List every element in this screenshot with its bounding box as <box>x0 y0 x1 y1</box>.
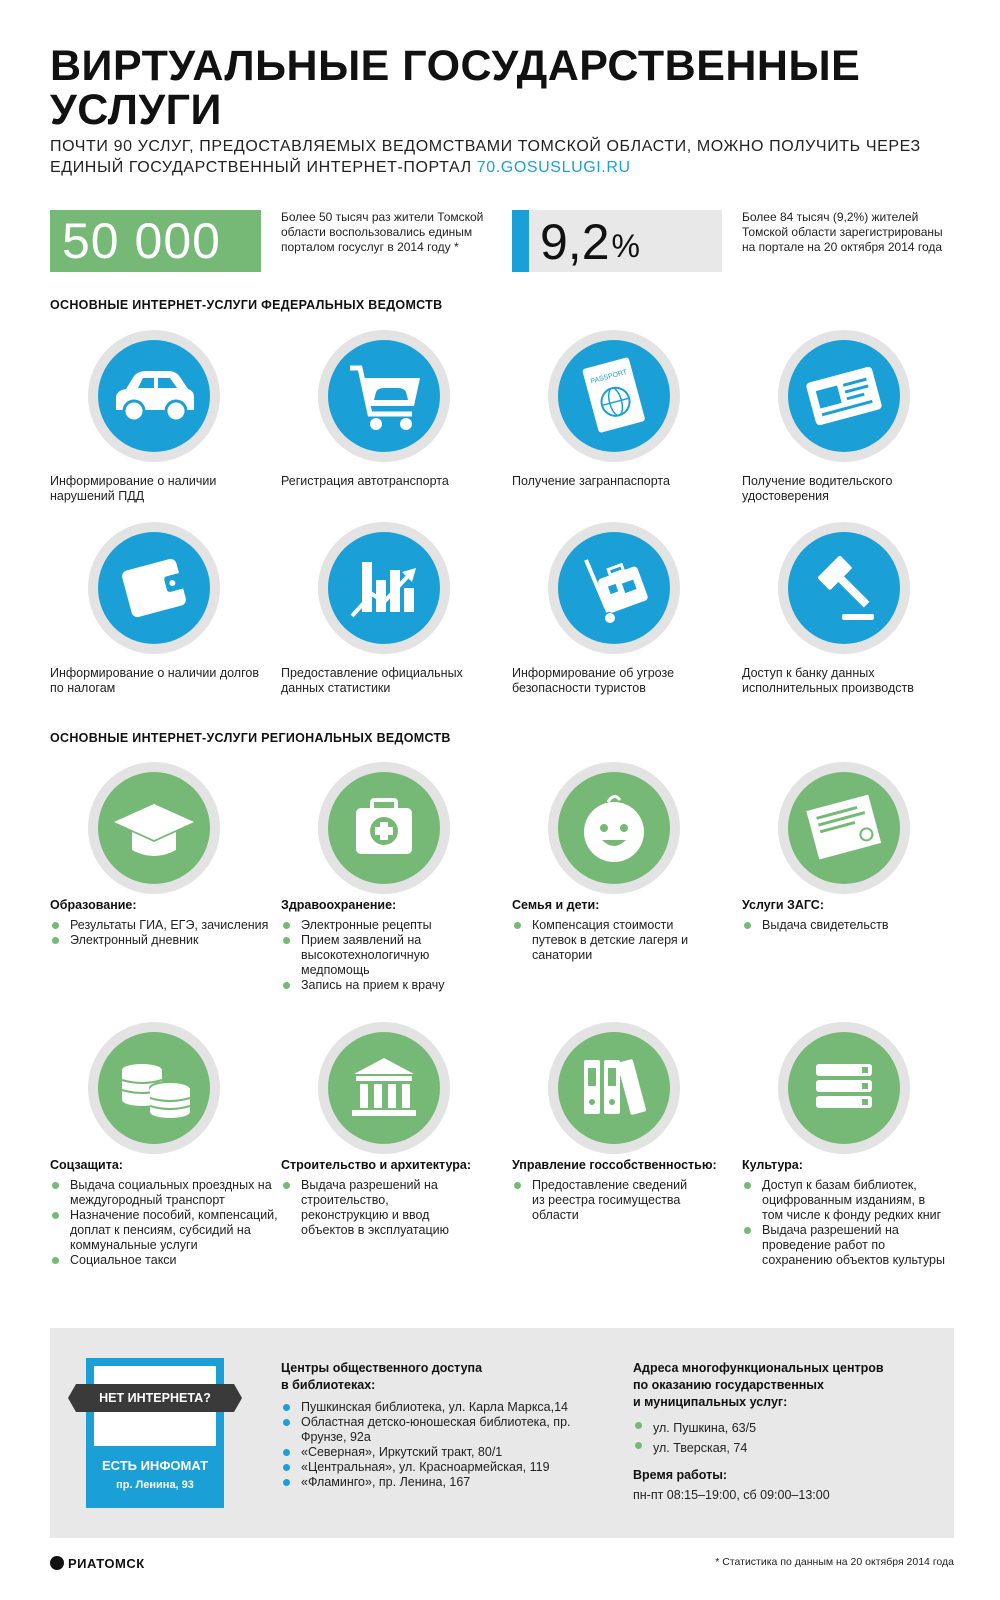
list-item: Доступ к базам библиотек, оцифрованным изданиям, в том числе к фонду редких книг <box>742 1178 947 1223</box>
subtitle-text: ПОЧТИ 90 УСЛУГ, ПРЕДОСТАВЛЯЕМЫХ ВЕДОМСТВАМИ ТОМСКОЙ ОБЛАСТИ, МОЖНО ПОЛУЧИТЬ ЧЕРЕЗ ЕДИНЫЙ ГОСУДАРСТВЕННЫЙ ИНТЕРНЕТ-ПОРТАЛ <box>50 138 921 176</box>
federal-caption-3: Получение загранпаспорта <box>512 474 670 488</box>
regional-list-4 <box>742 918 972 933</box>
regional-title-5: Соцзащита: <box>50 1158 123 1172</box>
libraries-list <box>281 1400 581 1490</box>
federal-caption-6: Предоставление официальных данных статистики <box>281 666 463 695</box>
regional-title-2: Здравоохранение: <box>281 898 397 912</box>
stat-uses-value: 50 000 <box>50 210 261 272</box>
list-item: Электронные рецепты <box>281 918 471 933</box>
mfc-heading-line-2: по оказанию государственных <box>633 1378 824 1392</box>
federal-caption-7: Информирование об угрозе безопасности туристов <box>512 666 675 695</box>
infomat-address: пр. Ленина, 93 <box>116 1479 194 1491</box>
circle-binders <box>548 1022 680 1154</box>
list-item: Выдача свидетельств <box>742 918 972 933</box>
stat-registered-value <box>540 214 640 270</box>
regional-list-2 <box>281 918 471 993</box>
footnote: * Статистика по данным на 20 октября 2014 года <box>715 1556 954 1568</box>
mfc-heading <box>633 1360 884 1411</box>
circle-baby <box>548 762 680 894</box>
stat-registered-number: 9,2 <box>540 214 610 270</box>
list-item: ул. Тверская, 74 <box>633 1438 933 1458</box>
federal-caption-1: Информирование о наличии нарушений ПДД <box>50 474 217 503</box>
regional-list-1 <box>50 918 280 948</box>
list-item: Выдача социальных проездных на междугородный транспорт <box>50 1178 280 1208</box>
federal-caption-2: Регистрация автотранспорта <box>281 474 449 488</box>
regional-title-1: Образование: <box>50 898 137 912</box>
wallet-icon <box>98 532 210 644</box>
regional-title-4: Услуги ЗАГС: <box>742 898 825 912</box>
list-item: Предоставление сведений из реестра госимущества области <box>512 1178 702 1223</box>
list-item: Запись на прием к врачу <box>281 978 471 993</box>
graduation-cap-icon <box>98 772 210 884</box>
federal-caption-5: Информирование о наличии долгов по налогам <box>50 666 259 695</box>
circle-certificate <box>778 762 910 894</box>
license-icon <box>788 340 900 452</box>
mfc-list <box>633 1418 933 1458</box>
list-item: Выдача разрешений на проведение работ по сохранению объектов культуры <box>742 1223 947 1268</box>
regional-list-7 <box>512 1178 702 1223</box>
chart-icon <box>328 532 440 644</box>
list-item: Областная детско-юношеская библиотека, пр. Фрунзе, 92а <box>281 1415 581 1445</box>
list-item: ул. Пушкина, 63/5 <box>633 1418 933 1438</box>
federal-caption-8: Доступ к банку данных исполнительных производств <box>742 666 914 695</box>
circle-gavel <box>778 522 910 654</box>
stat-accent-bar <box>512 210 529 272</box>
first-aid-kit-icon <box>328 772 440 884</box>
circle-building <box>318 1022 450 1154</box>
federal-caption-4: Получение водительского удостоверения <box>742 474 893 503</box>
infomat-badge <box>86 1358 224 1508</box>
hours-heading: Время работы: <box>633 1468 728 1482</box>
list-item: «Фламинго», пр. Ленина, 167 <box>281 1475 581 1490</box>
circle-graduation <box>88 762 220 894</box>
gavel-icon <box>788 532 900 644</box>
regional-list-3 <box>512 918 702 963</box>
circle-coins <box>88 1022 220 1154</box>
info-panel <box>50 1328 954 1538</box>
list-item: Результаты ГИА, ЕГЭ, зачисления <box>50 918 280 933</box>
infomat-label: ЕСТЬ ИНФОМАТ <box>101 1458 209 1473</box>
circle-chart <box>318 522 450 654</box>
circle-car <box>88 330 220 462</box>
circle-luggage <box>548 522 680 654</box>
logo-mark-icon <box>50 1556 64 1570</box>
cart-icon <box>328 340 440 452</box>
binders-icon <box>558 1032 670 1144</box>
stat-registered-box <box>512 210 722 272</box>
list-item: Выдача разрешений на строительство, реконструкцию и ввод объектов в эксплуатацию <box>281 1178 471 1238</box>
list-item: Прием заявлений на высокотехнологичную медпомощь <box>281 933 471 978</box>
libraries-heading-line-1: Центры общественного доступа <box>281 1361 483 1375</box>
portal-link[interactable]: 70.GOSUSLUGI.RU <box>476 159 631 176</box>
certificate-icon <box>788 772 900 884</box>
circle-license <box>778 330 910 462</box>
hours-text: пн-пт 08:15–19:00, сб 09:00–13:00 <box>633 1488 830 1502</box>
baby-face-icon <box>558 772 670 884</box>
page-title: ВИРТУАЛЬНЫЕ ГОСУДАРСТВЕННЫЕ УСЛУГИ <box>50 42 861 134</box>
regional-title-3: Семья и дети: <box>512 898 600 912</box>
regional-list-8 <box>742 1178 947 1268</box>
regional-title-6: Строительство и архитектура: <box>281 1158 472 1172</box>
circle-passport <box>548 330 680 462</box>
list-item: Электронный дневник <box>50 933 280 948</box>
car-icon <box>98 340 210 452</box>
list-item: «Северная», Иркутский тракт, 80/1 <box>281 1445 581 1460</box>
regional-title-8: Культура: <box>742 1158 803 1172</box>
stat-registered-text: Более 84 тысяч (9,2%) жителей Томской области зарегистрированы на портале на 20 октября 2014 года <box>742 210 943 254</box>
luggage-icon <box>558 532 670 644</box>
circle-cart <box>318 330 450 462</box>
circle-wallet <box>88 522 220 654</box>
books-icon <box>788 1032 900 1144</box>
passport-icon <box>558 340 670 452</box>
list-item: Компенсация стоимости путевок в детские лагеря и санатории <box>512 918 702 963</box>
libraries-heading <box>281 1360 482 1394</box>
regional-heading: ОСНОВНЫЕ ИНТЕРНЕТ-УСЛУГИ РЕГИОНАЛЬНЫХ ВЕДОМСТВ <box>50 731 451 745</box>
regional-title-7: Управление госсобственностью: <box>512 1158 717 1172</box>
libraries-heading-line-2: в библиотеках: <box>281 1378 376 1392</box>
no-internet-ribbon: НЕТ ИНТЕРНЕТА? <box>76 1384 234 1412</box>
list-item: Пушкинская библиотека, ул. Карла Маркса,14 <box>281 1400 581 1415</box>
stat-uses-text: Более 50 тысяч раз жители Томской области воспользовались единым порталом госуслуг в 2014 году * <box>281 210 484 254</box>
list-item: Социальное такси <box>50 1253 280 1268</box>
list-item: «Центральная», ул. Красноармейская, 119 <box>281 1460 581 1475</box>
logo-text: РИАТОМСК <box>68 1556 145 1571</box>
federal-heading: ОСНОВНЫЕ ИНТЕРНЕТ-УСЛУГИ ФЕДЕРАЛЬНЫХ ВЕДОМСТВ <box>50 298 443 312</box>
regional-list-5 <box>50 1178 280 1268</box>
coins-icon <box>98 1032 210 1144</box>
stat-registered-unit: % <box>611 228 640 264</box>
page-subtitle <box>50 136 950 178</box>
circle-books <box>778 1022 910 1154</box>
list-item: Назначение пособий, компенсаций, доплат к пенсиям, субсидий на коммунальные услуги <box>50 1208 280 1253</box>
mfc-heading-line-1: Адреса многофункциональных центров <box>633 1361 884 1375</box>
regional-list-6 <box>281 1178 471 1238</box>
mfc-heading-line-3: и муниципальных услуг: <box>633 1395 788 1409</box>
svg-text:PASSPORT: PASSPORT <box>589 368 628 386</box>
circle-medkit <box>318 762 450 894</box>
logo <box>50 1556 145 1571</box>
building-icon <box>328 1032 440 1144</box>
